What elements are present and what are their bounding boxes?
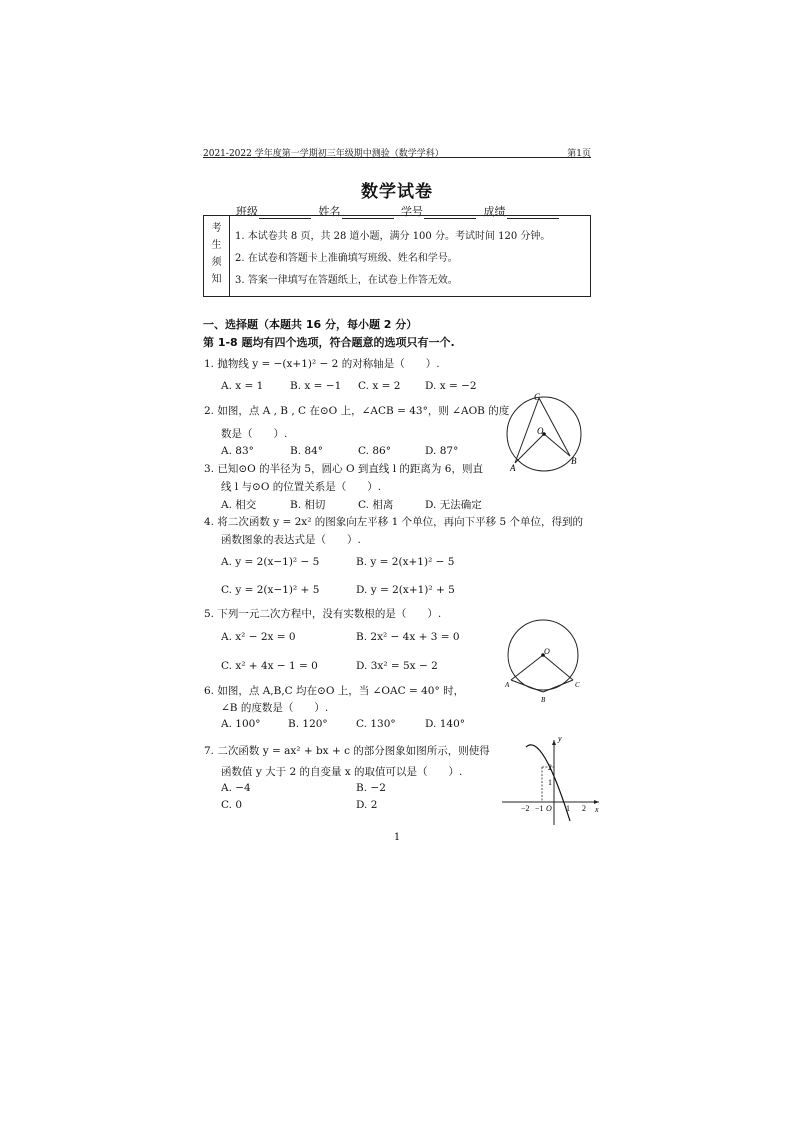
figure-q2-circle <box>500 392 600 474</box>
q2-option-a: A. 83° <box>221 445 254 457</box>
figure-q7-parabola <box>498 735 604 827</box>
notice-box <box>203 215 591 297</box>
notice-label-char: 生 <box>211 240 222 251</box>
q1-option-a: A. x = 1 <box>221 380 264 392</box>
q7-option-b: B. −2 <box>356 782 386 794</box>
q1-option-d: D. x = −2 <box>425 380 477 392</box>
tick-label-minus-2: −2 <box>521 804 530 813</box>
question-2-line-2: 数是（ ）. <box>221 428 288 440</box>
segment-oa <box>515 434 544 463</box>
class-label: 班级 <box>236 205 258 218</box>
question-5: 5. 下列一元二次方程中，没有实数根的是（ ）. <box>204 608 442 620</box>
question-6-line-2: ∠B 的度数是（ ）. <box>221 702 329 714</box>
label-b: B <box>541 696 546 704</box>
q1-option-b: B. x = −1 <box>290 380 342 392</box>
x-axis-label: x <box>595 805 599 814</box>
q5-option-b: B. 2x² − 4x + 3 = 0 <box>356 631 460 643</box>
notice-label <box>204 216 230 296</box>
label-b: B <box>571 456 577 466</box>
question-6-line-1: 6. 如图，点 A,B,C 均在⊙O 上，当 ∠OAC = 40° 时， <box>204 685 465 697</box>
name-label: 姓名 <box>318 205 341 218</box>
q4-option-c: C. y = 2(x−1)² + 5 <box>221 584 320 596</box>
label-c: C <box>575 681 580 689</box>
question-4-line-2: 函数图象的表达式是（ ）. <box>221 534 361 546</box>
section-title: 一、选择题（本题共 16 分，每小题 2 分） <box>203 318 418 331</box>
tick-label-minus-1: −1 <box>535 804 544 813</box>
id-label: 学号 <box>401 205 423 218</box>
header-exam-name: 2021-2022 学年度第一学期初三年级期中测验（数学学科） <box>203 149 444 159</box>
question-7-line-1: 7. 二次函数 y = ax² + bx + c 的部分图象如图所示，则使得 <box>204 745 490 757</box>
q3-option-c: C. 相离 <box>358 499 394 511</box>
question-3-line-2: 线 l 与⊙O 的位置关系是（ ）. <box>221 481 382 493</box>
notice-item: 2. 在试卷和答题卡上准确填写班级、姓名和学号。 <box>235 253 458 264</box>
q7-option-a: A. −4 <box>221 782 251 794</box>
tick-label-x-2: 2 <box>582 804 586 813</box>
label-a: A <box>510 463 516 473</box>
page-title: 数学试卷 <box>361 182 433 202</box>
q2-option-c: C. 86° <box>358 445 391 457</box>
q6-option-a: A. 100° <box>221 718 261 730</box>
segment-oa <box>511 655 543 680</box>
q3-option-a: A. 相交 <box>221 499 257 511</box>
segment-oc <box>543 655 573 680</box>
question-4-line-1: 4. 将二次函数 y = 2x² 的图象向左平移 1 个单位，再向下平移 5 个单位，得到的 <box>204 516 583 528</box>
q1-option-c: C. x = 2 <box>358 380 401 392</box>
notice-label-char: 知 <box>211 274 222 285</box>
segment-cb <box>543 680 573 692</box>
tick-label-y-2: 2 <box>548 763 552 772</box>
q5-option-c: C. x² + 4x − 1 = 0 <box>221 660 318 672</box>
origin-label: O <box>546 804 552 813</box>
q4-option-b: B. y = 2(x+1)² − 5 <box>356 556 455 568</box>
q4-option-d: D. y = 2(x+1)² + 5 <box>356 584 455 596</box>
q7-option-d: D. 2 <box>356 799 378 811</box>
tick-label-x-1: 1 <box>566 804 570 813</box>
figure-q6-circle <box>500 617 590 705</box>
notice-label-char: 考 <box>211 223 222 234</box>
question-1: 1. 抛物线 y = −(x+1)² − 2 的对称轴是（ ）. <box>204 358 440 370</box>
question-3-line-1: 3. 已知⊙O 的半径为 5，圆心 O 到直线 l 的距离为 6，则直 <box>204 463 483 475</box>
q5-option-d: D. 3x² = 5x − 2 <box>356 660 438 672</box>
q7-option-c: C. 0 <box>221 799 243 811</box>
question-7-line-2: 函数值 y 大于 2 的自变量 x 的取值可以是（ ）. <box>221 766 463 778</box>
section-subtitle: 第 1-8 题均有四个选项，符合题意的选项只有一个. <box>203 336 455 349</box>
header-page-label: 第1页 <box>567 149 591 159</box>
label-c: C <box>534 392 541 402</box>
q3-option-d: D. 无法确定 <box>425 499 482 511</box>
q2-option-d: D. 87° <box>425 445 459 457</box>
label-o: O <box>537 426 544 436</box>
page-number: 1 <box>393 832 401 843</box>
q6-option-b: B. 120° <box>288 718 328 730</box>
tick-label-y-1: 1 <box>548 778 552 787</box>
segment-ab <box>511 680 543 692</box>
q6-option-d: D. 140° <box>425 718 466 730</box>
label-a: A <box>505 681 510 689</box>
segment-cb <box>539 398 570 456</box>
q4-option-a: A. y = 2(x−1)² − 5 <box>221 556 320 568</box>
notice-label-char: 须 <box>211 257 222 268</box>
q5-option-a: A. x² − 2x = 0 <box>221 631 296 643</box>
question-2-line-1: 2. 如图，点 A , B , C 在⊙O 上，∠ACB = 43°，则 ∠AOB 的度 <box>204 405 510 417</box>
label-o: O <box>544 647 550 656</box>
q2-option-b: B. 84° <box>290 445 324 457</box>
notice-item: 1. 本试卷共 8 页，共 28 道小题，满分 100 分。考试时间 120 分钟。 <box>235 231 551 242</box>
notice-item: 3. 答案一律填写在答题纸上，在试卷上作答无效。 <box>235 275 458 286</box>
score-label: 成绩 <box>483 205 506 218</box>
y-axis-label: y <box>558 735 562 743</box>
q6-option-c: C. 130° <box>356 718 396 730</box>
segment-ob <box>544 434 570 456</box>
header-rule <box>203 157 591 158</box>
y-axis-arrow-icon <box>552 740 556 745</box>
q3-option-b: B. 相切 <box>290 499 326 511</box>
x-axis-arrow-icon <box>594 800 599 804</box>
